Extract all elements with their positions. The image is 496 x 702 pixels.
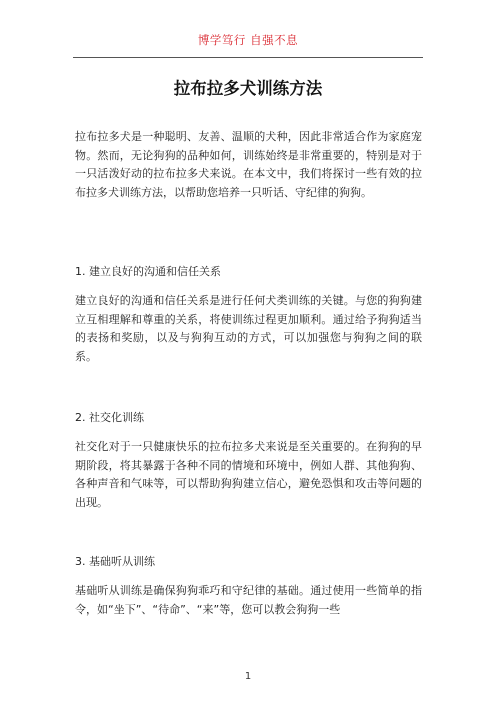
section-body-3: 基础听从训练是确保狗狗乖巧和守纪律的基础。通过使用一些简单的指令，如“坐下”、“待命”、“来”等，您可以教会狗狗一些 (75, 584, 422, 616)
section-body-1: 建立良好的沟通和信任关系是进行任何犬类训练的关键。与您的狗狗建立互相理解和尊重的关系，将使训练过程更加顺利。通过给予狗狗适当的表扬和奖励，以及与狗狗互动的方式，可以加强您与狗狗之间的联系。 (75, 294, 422, 363)
section-body-2: 社交化对于一只健康快乐的拉布拉多犬来说是至关重要的。在狗狗的早期阶段，将其暴露于各种不同的情境和环境中，例如人群、其他狗狗、各种声音和气味等，可以帮助狗狗建立信心，避免恐惧和攻击等问题的出现。 (75, 440, 422, 509)
section-heading-2: 2. 社交化训练 (75, 411, 144, 424)
intro-paragraph: 拉布拉多犬是一种聪明、友善、温顺的犬种，因此非常适合作为家庭宠物。然而，无论狗狗的品种如何，训练始终是非常重要的，特别是对于一只活泼好动的拉布拉多犬来说。在本文中，我们将探讨一些有效的拉布拉多犬训练方法，以帮助您培养一只听话、守纪律的狗狗。 (75, 130, 422, 199)
header-motto: 博学笃行 自强不息 (197, 33, 299, 47)
document-title: 拉布拉多犬训练方法 (173, 79, 323, 98)
header-divider (73, 57, 423, 58)
page-number: 1 (244, 671, 252, 682)
section-heading-3: 3. 基础听从训练 (75, 555, 155, 568)
section-heading-1: 1. 建立良好的沟通和信任关系 (75, 265, 221, 278)
